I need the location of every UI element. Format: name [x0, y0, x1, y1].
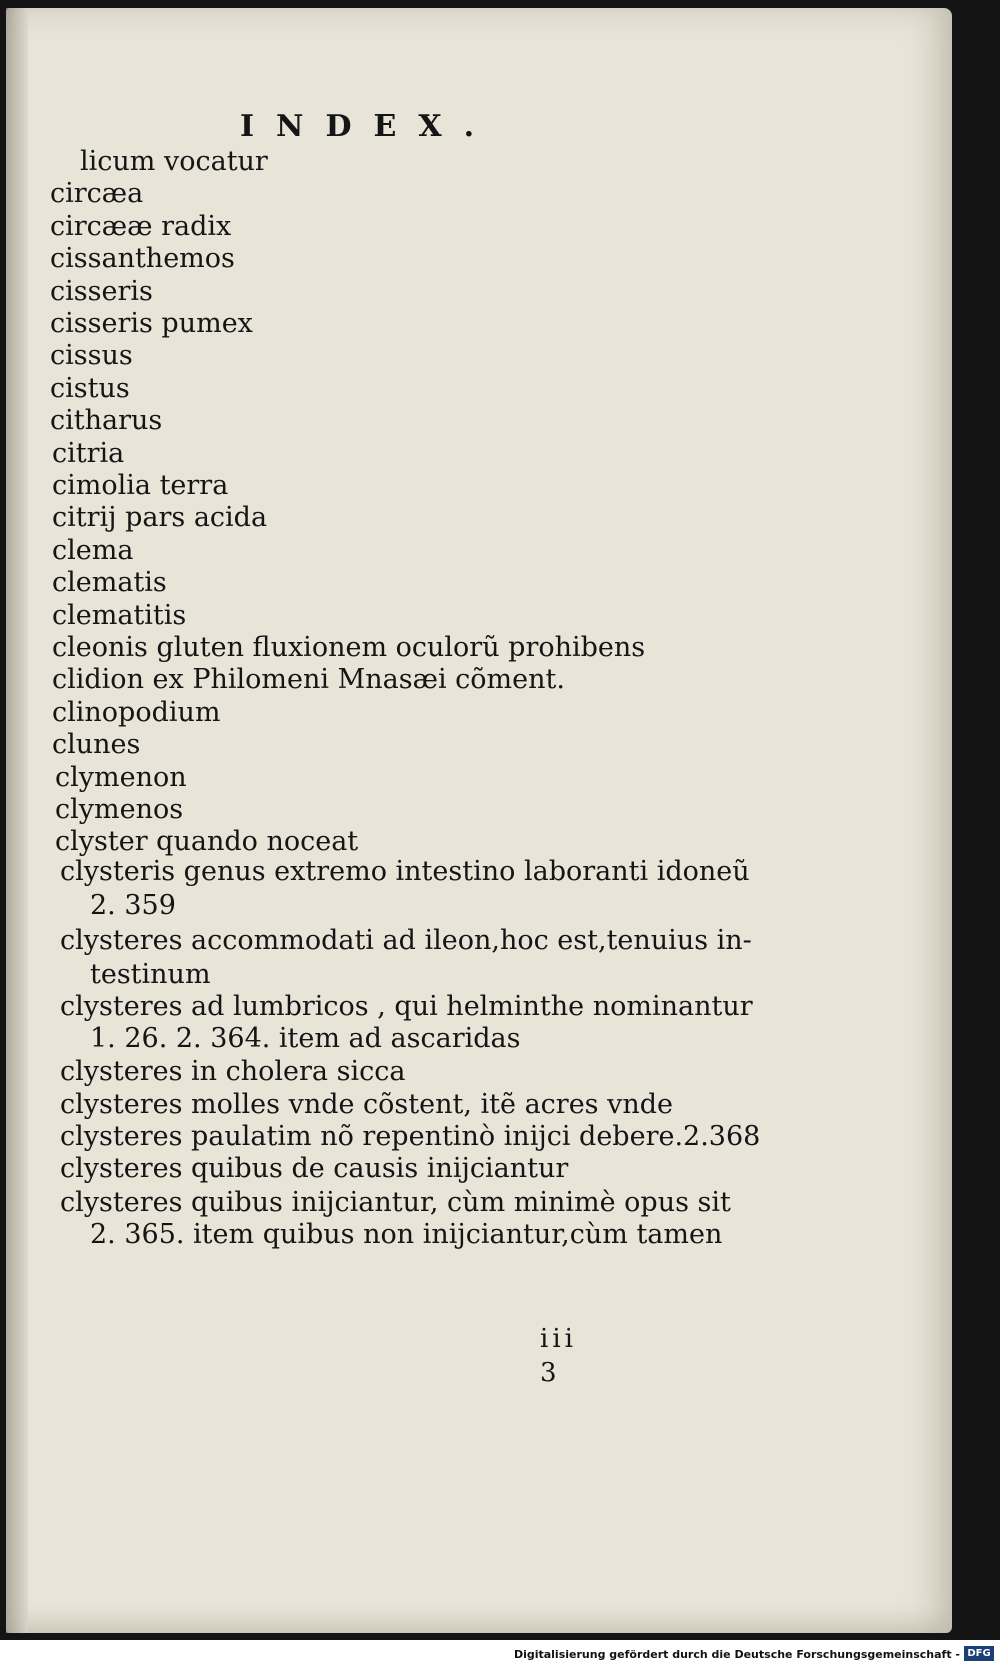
index-entry-label: clysteris genus extremo intestino laboranti idoneũ	[60, 856, 750, 887]
index-entry-label: cisseris pumex	[50, 308, 253, 339]
index-entry-label: clidion ex Philomeni Mnasæi cõment.	[52, 664, 565, 695]
index-entry-label: clyster quando noceat	[55, 826, 359, 857]
footer-credit: Digitalisierung gefördert durch die Deutsche Forschungsgemeinschaft -	[513, 1648, 960, 1661]
index-entry-label: cleonis gluten fluxionem oculorũ prohibens	[52, 632, 646, 663]
index-entry-label: clysteres quibus inijciantur, cùm minimè opus sit	[60, 1187, 731, 1218]
catchword: iii 3	[540, 1324, 577, 1388]
index-entry-label: citharus	[50, 405, 163, 436]
index-entry-label: clymenos	[55, 794, 184, 825]
page-gutter	[6, 8, 28, 1633]
index-entry-label: clysteres in cholera sicca	[60, 1056, 406, 1087]
index-entry-label: clysteres paulatim nõ repentinò inijci debere.2.368	[60, 1121, 761, 1152]
index-entry-label: clema	[52, 535, 134, 566]
index-entry-label: clysteres molles vnde cõstent, itẽ acres vnde	[60, 1089, 674, 1120]
index-entry-label: citria	[52, 438, 125, 469]
index-entry-label: clematis	[52, 567, 167, 598]
page-header: INDEX.	[240, 109, 497, 144]
footer-bar	[0, 1640, 1000, 1670]
index-entry-label: cistus	[50, 373, 130, 404]
index-entry-label: testinum	[90, 959, 211, 990]
index-entry-label: cimolia terra	[52, 470, 229, 501]
index-entry-label: cissanthemos	[50, 243, 235, 274]
index-entry-label: circæa	[50, 178, 144, 209]
index-entry-label: circææ radix	[50, 211, 232, 242]
index-entry-ref: 2. 359	[90, 890, 176, 921]
index-entry-label: licum vocatur	[80, 146, 268, 177]
index-entry-label: clysteres ad lumbricos , qui helminthe nominantur	[60, 991, 753, 1022]
index-entry-label: clematitis	[52, 600, 187, 631]
index-entry-label: clunes	[52, 729, 141, 760]
index-entry-label: cisseris	[50, 276, 153, 307]
index-entry-label: clysteres quibus de causis inijciantur	[60, 1153, 569, 1184]
index-entry-label: 2. 365. item quibus non inijciantur,cùm tamen	[90, 1219, 723, 1250]
index-entry-label: 1. 26. 2. 364. item ad ascaridas	[90, 1023, 521, 1054]
dfg-logo: DFG	[964, 1646, 994, 1661]
index-entry-label: clysteres accommodati ad ileon,hoc est,tenuius in-	[60, 925, 752, 956]
index-entry-label: clinopodium	[52, 697, 221, 728]
index-entry-label: citrij pars acida	[52, 502, 268, 533]
index-entry-label: clymenon	[55, 762, 187, 793]
index-entry-label: cissus	[50, 340, 133, 371]
